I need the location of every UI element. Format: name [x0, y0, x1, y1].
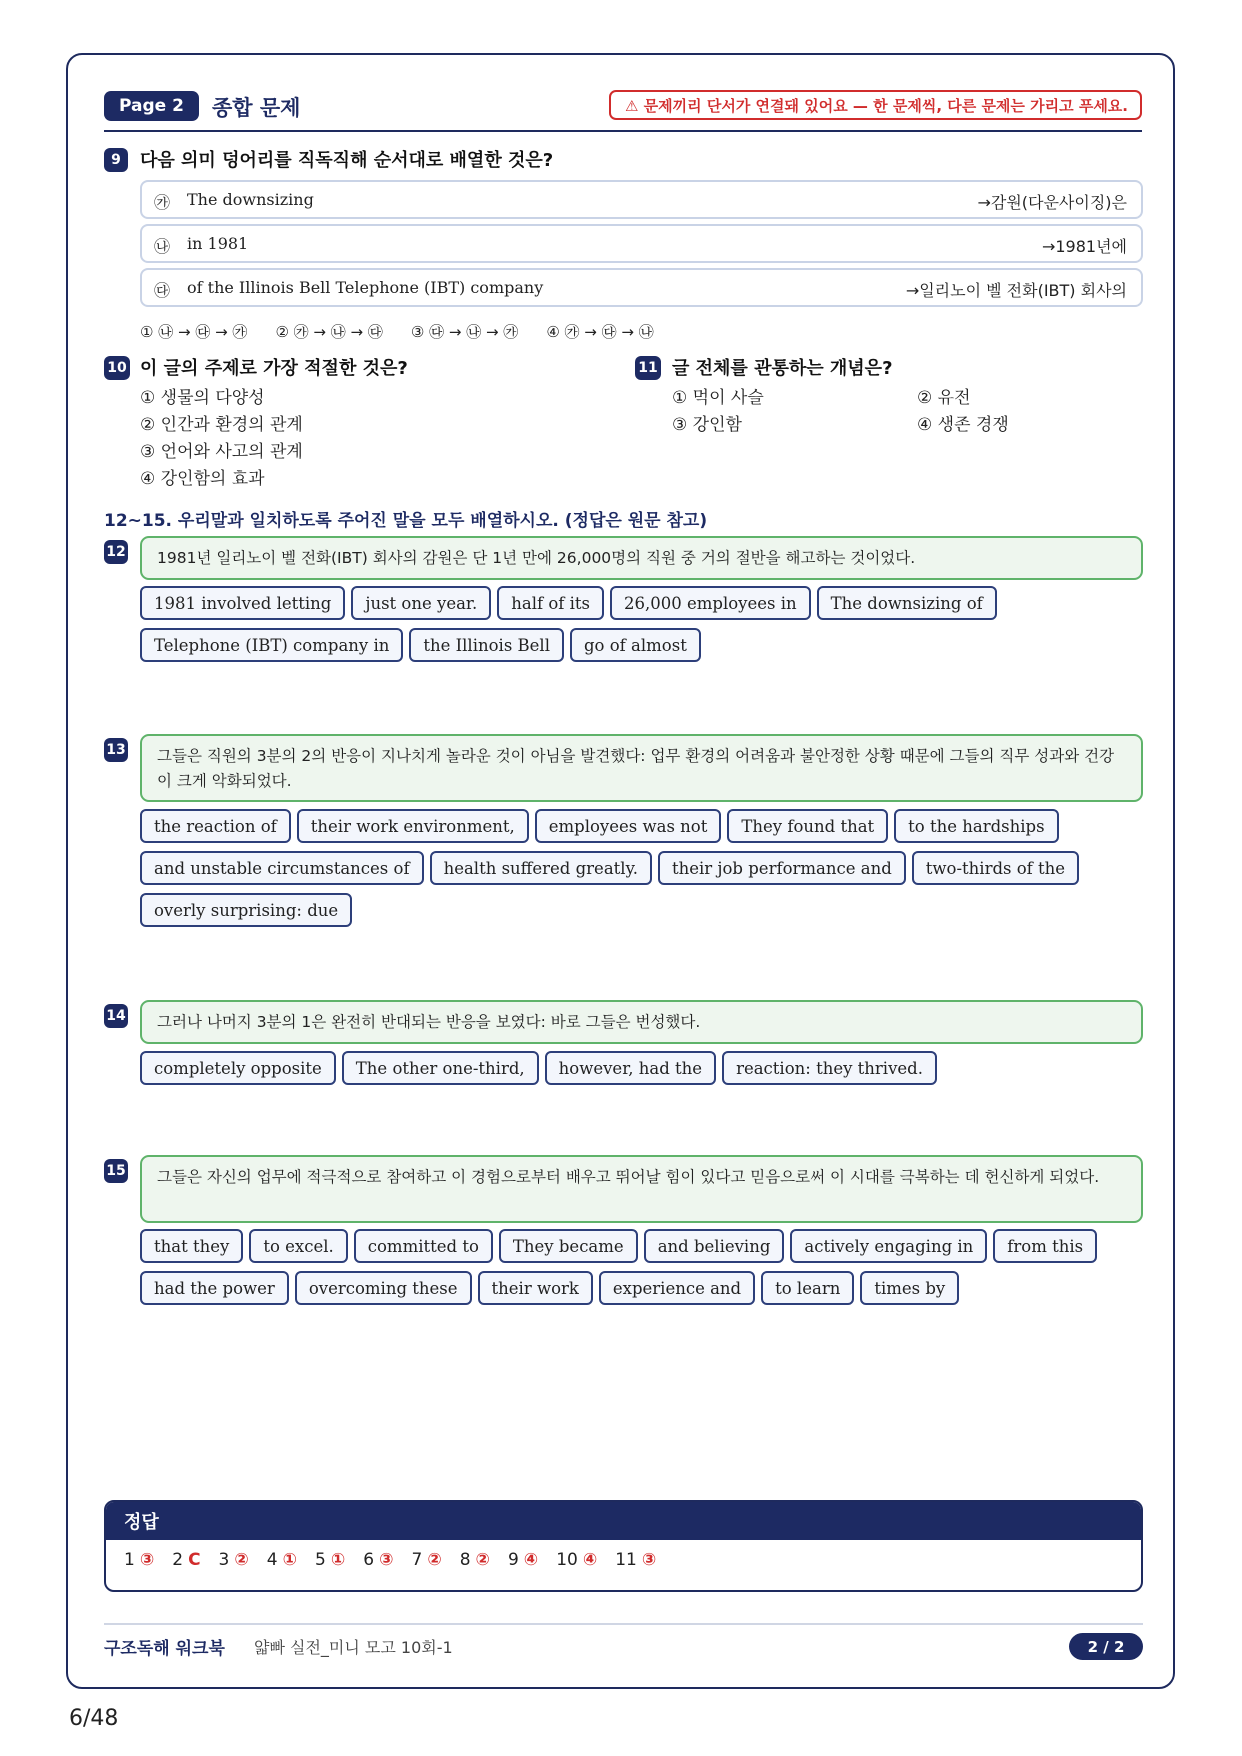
word-tile[interactable]: experience and	[599, 1271, 755, 1305]
word-tile[interactable]: completely opposite	[140, 1051, 336, 1085]
q10-options	[140, 385, 303, 493]
word-tiles-12	[140, 586, 1150, 662]
word-tiles-15	[140, 1229, 1150, 1305]
word-tile[interactable]: two-thirds of the	[912, 851, 1079, 885]
word-tile[interactable]: health suffered greatly.	[430, 851, 652, 885]
word-tile[interactable]: and believing	[644, 1229, 785, 1263]
footer-divider	[104, 1623, 1143, 1625]
answer-item: 8 ②	[459, 1550, 490, 1570]
chunk-korean: →감원(다운사이징)은	[977, 193, 1127, 212]
q9-option-2[interactable]: ② ㉮ → ㉯ → ㉰	[275, 323, 383, 341]
q9-option-1[interactable]: ① ㉯ → ㉰ → ㉮	[140, 323, 248, 341]
q10-option-3[interactable]: ③ 언어와 사고의 관계	[140, 442, 303, 462]
q11-option-3[interactable]: ③ 강인함	[672, 415, 742, 435]
word-tile[interactable]: 1981 involved letting	[140, 586, 345, 620]
korean-prompt-box: 1981년 일리노이 벨 전화(IBT) 회사의 감원은 단 1년 만에 26,000명의 직원 중 거의 절반을 해고하는 것이었다.	[140, 536, 1143, 580]
question-number-13: 13	[104, 738, 128, 762]
q9-option-3[interactable]: ③ ㉰ → ㉯ → ㉮	[410, 323, 519, 341]
korean-prompt-box: 그러나 나머지 3분의 1은 완전히 반대되는 반응을 보였다: 바로 그들은 번성했다.	[140, 1000, 1143, 1044]
word-tile[interactable]: times by	[860, 1271, 959, 1305]
question-number-11: 11	[635, 356, 661, 380]
chunk-marker: ㉯	[154, 237, 171, 256]
word-tile[interactable]: to the hardships	[894, 809, 1058, 843]
word-tile[interactable]: that they	[140, 1229, 243, 1263]
word-tiles-14	[140, 1051, 1150, 1085]
q11-option-4[interactable]: ④ 생존 경쟁	[917, 415, 1009, 435]
word-tile[interactable]: 26,000 employees in	[610, 586, 811, 620]
word-tile[interactable]: The other one-third,	[342, 1051, 539, 1085]
q10-option-2[interactable]: ② 인간과 환경의 관계	[140, 415, 303, 435]
word-tile[interactable]: the Illinois Bell	[409, 628, 564, 662]
q10-option-4[interactable]: ④ 강인함의 효과	[140, 469, 265, 489]
word-tiles-13	[140, 809, 1150, 927]
question-10-text: 이 글의 주제로 가장 적절한 것은?	[140, 358, 408, 379]
chunk-english: of the Illinois Bell Telephone (IBT) company	[187, 278, 544, 297]
word-tile[interactable]: to excel.	[249, 1229, 347, 1263]
word-tile[interactable]: employees was not	[535, 809, 722, 843]
answer-item: 5 ①	[315, 1550, 346, 1570]
answer-key-box	[104, 1500, 1143, 1592]
word-tile[interactable]: overly surprising: due	[140, 893, 352, 927]
word-tile[interactable]: go of almost	[570, 628, 701, 662]
word-tile[interactable]: to learn	[761, 1271, 854, 1305]
word-tile[interactable]: and unstable circumstances of	[140, 851, 424, 885]
page-badge: Page 2	[104, 91, 199, 121]
question-number-14: 14	[104, 1004, 128, 1028]
question-number-15: 15	[104, 1159, 128, 1183]
chunk-korean: →1981년에	[1041, 237, 1127, 256]
word-tile[interactable]: The downsizing of	[817, 586, 997, 620]
word-tile[interactable]: reaction: they thrived.	[722, 1051, 937, 1085]
word-tile[interactable]: overcoming these	[295, 1271, 472, 1305]
footer-subtitle: 얇빠 실전_미니 모고 10회-1	[254, 1638, 453, 1657]
answer-item: 7 ②	[411, 1550, 442, 1570]
q10-option-1[interactable]: ① 생물의 다양성	[140, 388, 265, 408]
chunk-row	[140, 224, 1143, 263]
word-tile[interactable]: the reaction of	[140, 809, 291, 843]
question-9-text: 다음 의미 덩어리를 직독직해 순서대로 배열한 것은?	[140, 150, 554, 171]
q11-option-1[interactable]: ① 먹이 사슬	[672, 388, 764, 408]
word-tile[interactable]: They found that	[727, 809, 888, 843]
question-number-9: 9	[104, 148, 128, 172]
answer-item: 4 ①	[266, 1550, 298, 1570]
word-tile[interactable]: their work	[478, 1271, 593, 1305]
answer-item: 1 ③	[124, 1550, 155, 1570]
chunk-english: in 1981	[187, 234, 249, 253]
answer-item: 2 C	[172, 1550, 201, 1570]
chunk-english: The downsizing	[187, 190, 314, 209]
word-tile[interactable]: from this	[993, 1229, 1097, 1263]
question-number-12: 12	[104, 540, 128, 564]
answer-key-title: 정답	[106, 1502, 1141, 1540]
word-tile[interactable]: their work environment,	[297, 809, 529, 843]
page-header	[104, 90, 1142, 132]
answer-item: 3 ②	[218, 1550, 249, 1570]
answer-item: 10 ④	[556, 1550, 598, 1570]
chunk-marker: ㉮	[154, 193, 171, 212]
footer-title: 구조독해 워크북	[104, 1639, 225, 1659]
word-tile[interactable]: however, had the	[545, 1051, 716, 1085]
q9-option-4[interactable]: ④ ㉮ → ㉰ → ㉯	[546, 323, 654, 341]
answer-item: 9 ④	[507, 1550, 539, 1570]
word-tile[interactable]: They became	[499, 1229, 638, 1263]
answer-item: 11 ③	[615, 1550, 657, 1570]
chunk-row	[140, 180, 1143, 219]
instruction-text: 12~15. 우리말과 일치하도록 주어진 말을 모두 배열하시오. (정답은 원문 참고)	[104, 511, 708, 531]
chunk-korean: →일리노이 벨 전화(IBT) 회사의	[905, 281, 1127, 300]
korean-prompt-box: 그들은 자신의 업무에 적극적으로 참여하고 이 경험으로부터 배우고 뛰어날 힘이 있다고 믿음으로써 이 시대를 극복하는 데 헌신하게 되었다.	[140, 1155, 1143, 1223]
q9-options	[140, 321, 654, 342]
question-11-text: 글 전체를 관통하는 개념은?	[672, 358, 893, 379]
korean-prompt-box: 그들은 직원의 3분의 2의 반응이 지나치게 놀라운 것이 아님을 발견했다: 업무 환경의 어려움과 불안정한 상황 때문에 그들의 직무 성과와 건강이 크게 악화되었다.	[140, 734, 1143, 802]
word-tile[interactable]: had the power	[140, 1271, 289, 1305]
q11-options	[672, 385, 1022, 439]
chunk-row	[140, 268, 1143, 307]
answer-item: 6 ③	[363, 1550, 394, 1570]
word-tile[interactable]: their job performance and	[658, 851, 906, 885]
word-tile[interactable]: just one year.	[351, 586, 491, 620]
chunk-marker: ㉰	[154, 281, 171, 300]
word-tile[interactable]: Telephone (IBT) company in	[140, 628, 403, 662]
q11-option-2[interactable]: ② 유전	[917, 388, 971, 408]
page-indicator: 6/48	[69, 1706, 119, 1731]
page-number-badge: 2 / 2	[1069, 1633, 1143, 1660]
word-tile[interactable]: half of its	[497, 586, 604, 620]
word-tile[interactable]: actively engaging in	[790, 1229, 987, 1263]
warning-banner: ⚠ 문제끼리 단서가 연결돼 있어요 — 한 문제씩, 다른 문제는 가리고 푸세요.	[609, 90, 1142, 120]
answer-key-row	[106, 1540, 1141, 1570]
question-number-10: 10	[104, 356, 130, 380]
section-title: 종합 문제	[212, 96, 301, 120]
word-tile[interactable]: committed to	[354, 1229, 493, 1263]
